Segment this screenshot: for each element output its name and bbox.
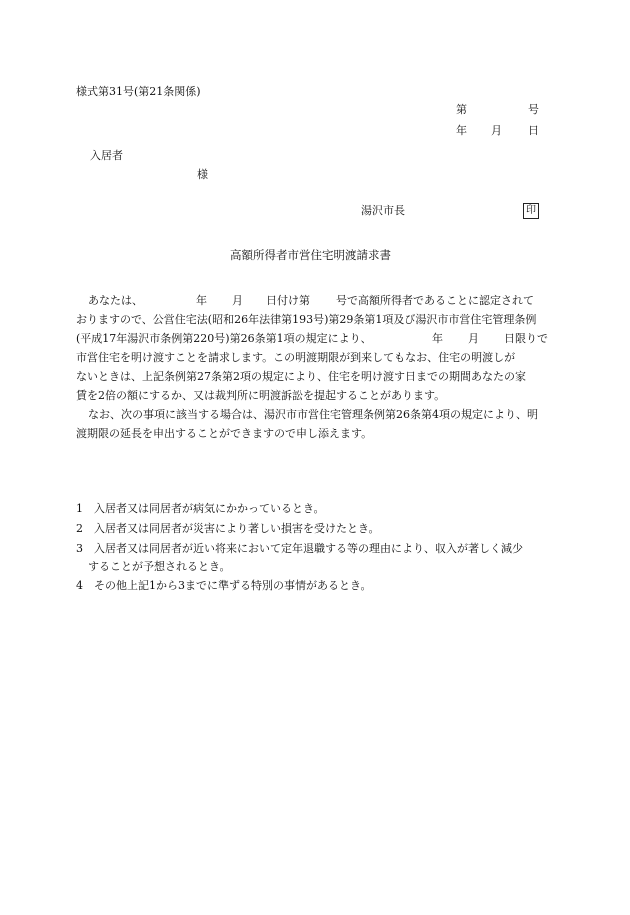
body-line-2: おりますので、公営住宅法(昭和26年法律第193号)第29条第1項及び湯沢市市営住宅管理条例 <box>76 313 537 326</box>
list-item-number: 2 <box>76 522 83 535</box>
body-line-1-month: 月 <box>232 294 243 307</box>
body-line-6: 賃を2倍の額にするか、又は裁判所に明渡訴訟を提起することがあります。 <box>76 389 446 402</box>
date-month: 月 <box>491 124 502 137</box>
doc-number-dai: 第 <box>456 103 467 116</box>
body-line-3-month: 月 <box>468 332 479 345</box>
body-line-8: 渡期限の延長を申出することができますので申し添えます。 <box>76 427 373 440</box>
list-item-2 <box>76 522 380 535</box>
list-item-text: 入居者又は同居者が病気にかかっているとき。 <box>94 502 325 515</box>
body-line-3-year: 年 <box>432 332 443 345</box>
date-day: 日 <box>528 124 539 137</box>
list-item-number: 3 <box>76 542 83 555</box>
body-line-7: なお、次の事項に該当する場合は、湯沢市市営住宅管理条例第26条第4項の規定により、明 <box>88 408 538 421</box>
list-item-text: その他上記1から3までに準ずる特別の事情があるとき。 <box>94 579 372 592</box>
list-item-number: 4 <box>76 579 83 592</box>
addressee-honorific: 様 <box>197 168 208 181</box>
issuer-name: 湯沢市長 <box>361 204 405 217</box>
document-title: 高額所得者市営住宅明渡請求書 <box>230 248 391 262</box>
list-item-3 <box>76 542 523 555</box>
list-item-text: 入居者又は同居者が近い将来において定年退職する等の理由により、収入が著しく減少 <box>94 542 523 555</box>
body-line-1-date: 日付け第 <box>266 294 310 307</box>
body-line-3-rest: 日限りで <box>504 332 548 345</box>
body-line-4: 市営住宅を明け渡すことを請求します。この明渡期限が到来してもなお、住宅の明渡しが <box>76 351 516 364</box>
list-item-text: 入居者又は同居者が災害により著しい損害を受けたとき。 <box>94 522 380 535</box>
body-line-1-a: あなたは、 <box>88 294 143 307</box>
doc-number-go: 号 <box>528 103 539 116</box>
seal-mark: 印 <box>523 203 539 219</box>
form-number: 様式第31号(第21条関係) <box>76 85 201 98</box>
body-line-1-rest: 号で高額所得者であることに認定されて <box>336 294 534 307</box>
list-item-1 <box>76 502 325 515</box>
body-line-3-a: (平成17年湯沢市条例第220号)第26条第1項の規定により、 <box>76 332 372 345</box>
list-item-3-continuation: することが予想されるとき。 <box>88 560 231 573</box>
list-item-4 <box>76 579 372 592</box>
body-line-1-year: 年 <box>196 294 207 307</box>
list-item-number: 1 <box>76 502 83 515</box>
body-line-5: ないときは、上記条例第27条第2項の規定により、住宅を明け渡す日までの期間あなたの家 <box>76 370 526 383</box>
addressee-label: 入居者 <box>90 149 123 162</box>
date-year: 年 <box>456 124 467 137</box>
